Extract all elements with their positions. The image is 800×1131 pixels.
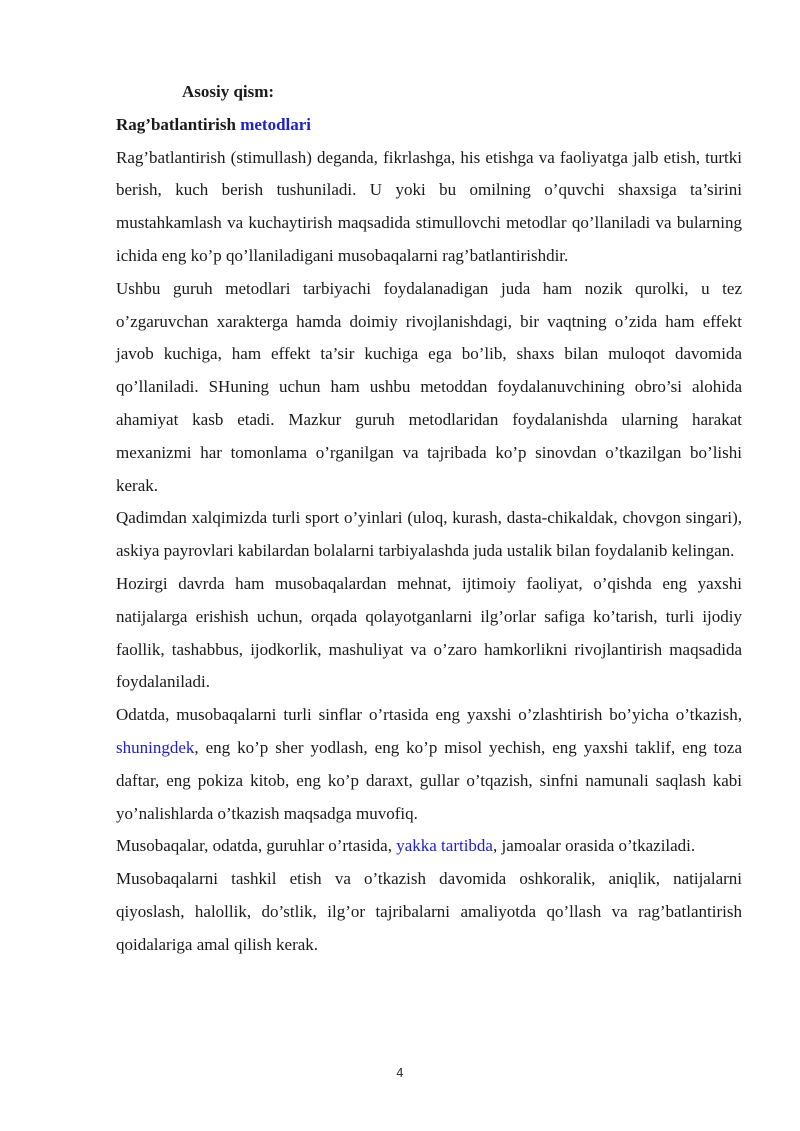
paragraph-6-highlight: yakka tartibda [396, 836, 493, 856]
subheading [116, 109, 742, 142]
paragraph-5 [116, 699, 742, 830]
section-title: Asosiy qism: [182, 82, 275, 101]
document-page [116, 76, 742, 962]
paragraph-5-after: , eng ko’p sher yodlash, eng ko’p misol yechish, eng yaxshi taklif, eng toza daftar, eng pokiza kitob, eng ko’p daraxt, gullar o’tqazish, sinfni namunali saqlash kabi yo’nalishlarda o’tkazish maqsadga muvofiq. [116, 737, 742, 823]
paragraph-7: Musobaqalarni tashkil etish va o’tkazish davomida oshkoralik, aniqlik, natijalarni qiyoslash, halollik, do’stlik, ilg’or tajribalarni amaliyotda qo’llash va rag’batlantirish qoidalariga amal qilish kerak. [116, 869, 742, 954]
paragraph-3: Qadimdan xalqimizda turli sport o’yinlari (uloq, kurash, dasta-chikaldak, chovgon singari), askiya payrovlari kabilardan bolalarni tarbiyalashda juda ustalik bilan foydalanib kelingan. [116, 508, 742, 561]
paragraph-6 [116, 830, 742, 863]
paragraph-6-after: , jamoalar orasida o’tkaziladi. [492, 836, 696, 856]
paragraph-4: Hozirgi davrda ham musobaqalardan mehnat, ijtimoiy faoliyat, o’qishda eng yaxshi natijalarga erishish uchun, orqada qolayotganlarni ilg’orlar safiga ko’tarish, turli ijodiy faollik, tashabbus, ijodkorlik, mashuliyat va o’zaro hamkorlikni rivojlantirish maqsadida foydalaniladi. [116, 573, 742, 692]
page-number: 4 [396, 1066, 404, 1080]
subheading-text: Rag’batlantirish [116, 114, 236, 134]
paragraph-1: Rag’batlantirish (stimullash) deganda, fikrlashga, his etishga va faoliyatga jalb etish, turtki berish, kuch berish tushuniladi. U yoki bu omilning o’quvchi shaxsiga ta’sirini mustahkamlash va kuchaytirish maqsadida stimullovchi metodlar qo’llaniladi va bularning ichida eng ko’p qo’llaniladigani musobaqalarni rag’batlantirishdir. [116, 147, 742, 265]
paragraph-6-before: Musobaqalar, odatda, guruhlar o’rtasida, [116, 836, 397, 856]
paragraph-5-highlight: shuningdek [116, 737, 195, 757]
paragraph-5-before: Odatda, musobaqalarni turli sinflar o’rtasida eng yaxshi o’zlashtirish bo’yicha o’tkazish, [116, 705, 742, 725]
subheading-highlight: metodlari [240, 114, 312, 134]
paragraph-2: Ushbu guruh metodlari tarbiyachi foydalanadigan juda ham nozik qurolki, u tez o’zgaruvchan xarakterga hamda doimiy rivojlanishdagi, bir vaqtning o’zida ham effekt javob kuchiga, ham effekt ta’sir kuchiga ega bo’lib, shaxs bilan muloqot davomida qo’llaniladi. SHuning uchun ham ushbu metoddan foydalanuvchining obro’si alohida ahamiyat kasb etadi. Mazkur guruh metodlaridan foydalanishda ularning harakat mexanizmi har tomonlama o’rganilgan va tajribada ko’p sinovdan o’tkazilgan bo’lishi kerak. [116, 278, 742, 495]
